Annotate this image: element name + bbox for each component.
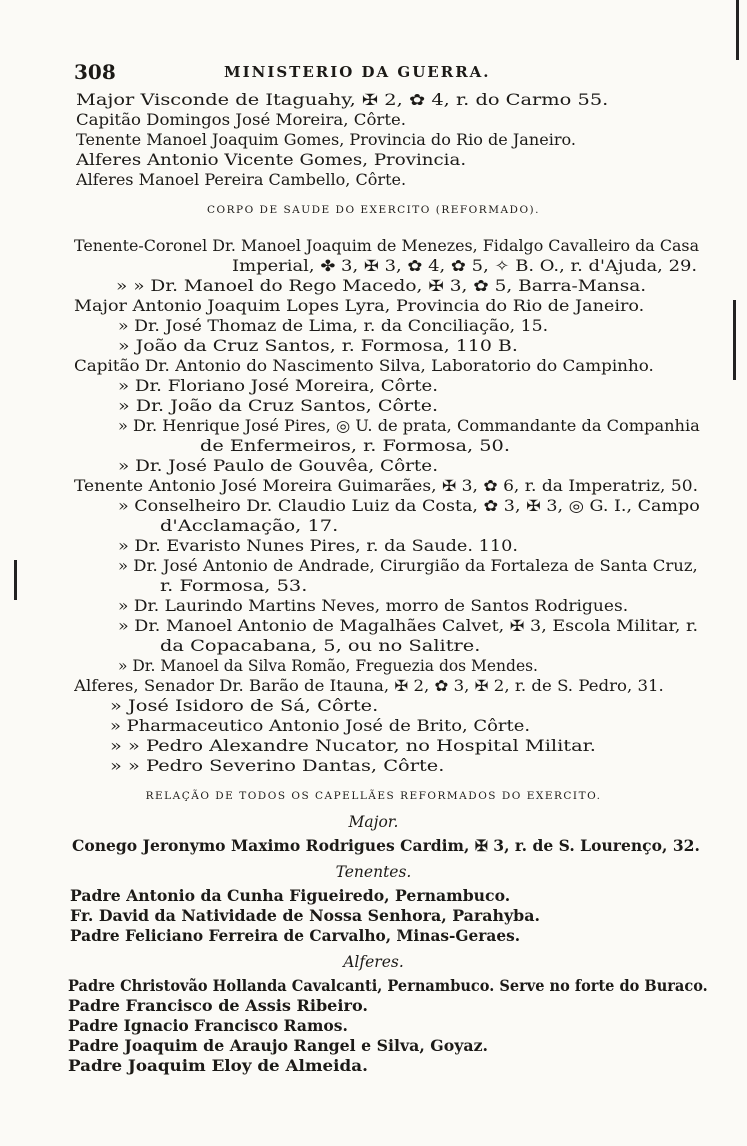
text-line: » Dr. Henrique José Pires, ◎ U. de prata, Commandante da Companhia — [118, 417, 700, 435]
subsection-heading: Major. — [348, 813, 399, 831]
margin-rule-right — [736, 0, 739, 60]
text-line: Imperial, ✤ 3, ✠ 3, ✿ 4, ✿ 5, ✧ B. O., r. d'Ajuda, 29. — [232, 257, 697, 275]
text-line: » Dr. Laurindo Martins Neves, morro de Santos Rodrigues. — [118, 597, 628, 615]
margin-rule-left — [14, 560, 17, 600]
text-line: » » Pedro Severino Dantas, Côrte. — [110, 757, 445, 775]
text-line: Alferes Antonio Vicente Gomes, Provincia. — [76, 151, 466, 169]
text-line: da Copacabana, 5, ou no Salitre. — [160, 637, 481, 655]
text-line: Fr. David da Natividade de Nossa Senhora, Parahyba. — [70, 906, 540, 925]
text-line: » João da Cruz Santos, r. Formosa, 110 B. — [118, 337, 518, 355]
subsection-heading: Tenentes. — [335, 863, 412, 881]
text-line: Major Visconde de Itaguahy, ✠ 2, ✿ 4, r. do Carmo 55. — [76, 91, 609, 109]
text-line: » Dr. José Antonio de Andrade, Cirurgião da Fortaleza de Santa Cruz, — [118, 557, 698, 575]
text-line: » Conselheiro Dr. Claudio Luiz da Costa, ✿ 3, ✠ 3, ◎ G. I., Campo — [118, 497, 700, 515]
text-line: » Dr. José Thomaz de Lima, r. da Conciliação, 15. — [118, 317, 548, 335]
text-line: Major Antonio Joaquim Lopes Lyra, Provincia do Rio de Janeiro. — [74, 297, 644, 315]
text-line: Padre Antonio da Cunha Figueiredo, Pernambuco. — [70, 886, 510, 905]
section-heading: RELAÇÃO DE TODOS OS CAPELLÃES REFORMADOS DO EXERCITO. — [145, 790, 602, 802]
text-line: » José Isidoro de Sá, Côrte. — [110, 697, 379, 715]
margin-rule-right-lower — [733, 300, 736, 380]
text-line: » Dr. Evaristo Nunes Pires, r. da Saude. 110. — [118, 537, 518, 555]
text-line: r. Formosa, 53. — [160, 577, 308, 595]
text-line: d'Acclamação, 17. — [160, 517, 339, 535]
text-line: Capitão Domingos José Moreira, Côrte. — [76, 111, 406, 129]
text-line: » Dr. Manoel da Silva Romão, Freguezia dos Mendes. — [118, 657, 538, 675]
running-head: MINISTERIO DA GUERRA. — [224, 63, 491, 81]
text-line: Padre Ignacio Francisco Ramos. — [68, 1016, 348, 1035]
page-header — [74, 60, 694, 84]
text-line: de Enfermeiros, r. Formosa, 50. — [200, 437, 510, 455]
text-line: » Dr. José Paulo de Gouvêa, Côrte. — [118, 457, 438, 475]
text-line: » Dr. Floriano José Moreira, Côrte. — [118, 377, 438, 395]
text-line: Padre Francisco de Assis Ribeiro. — [68, 996, 368, 1015]
text-line: Capitão Dr. Antonio do Nascimento Silva, Laboratorio do Campinho. — [74, 357, 654, 375]
text-line: » » Pedro Alexandre Nucator, no Hospital Militar. — [110, 737, 596, 755]
text-line: Padre Christovão Hollanda Cavalcanti, Pernambuco. Serve no forte do Buraco. — [68, 976, 708, 995]
text-line: Padre Joaquim de Araujo Rangel e Silva, Goyaz. — [68, 1036, 488, 1055]
text-line: Tenente Manoel Joaquim Gomes, Provincia do Rio de Janeiro. — [76, 131, 576, 149]
text-line: » Pharmaceutico Antonio José de Brito, Côrte. — [110, 717, 530, 735]
page-number: 308 — [74, 60, 116, 84]
subsection-heading: Alferes. — [343, 953, 404, 971]
text-line: Padre Feliciano Ferreira de Carvalho, Minas-Geraes. — [70, 926, 520, 945]
text-line: Alferes Manoel Pereira Cambello, Côrte. — [76, 171, 406, 189]
text-line: » » Dr. Manoel do Rego Macedo, ✠ 3, ✿ 5, Barra-Mansa. — [116, 277, 646, 295]
text-line: Tenente-Coronel Dr. Manoel Joaquim de Menezes, Fidalgo Cavalleiro da Casa — [74, 237, 699, 255]
text-line: Conego Jeronymo Maximo Rodrigues Cardim, ✠ 3, r. de S. Lourenço, 32. — [72, 836, 700, 855]
text-line: Padre Joaquim Eloy de Almeida. — [68, 1056, 368, 1075]
text-line: Tenente Antonio José Moreira Guimarães, ✠ 3, ✿ 6, r. da Imperatriz, 50. — [74, 477, 698, 495]
text-line: Alferes, Senador Dr. Barão de Itauna, ✠ 2, ✿ 3, ✠ 2, r. de S. Pedro, 31. — [74, 677, 664, 695]
text-line: » Dr. Manoel Antonio de Magalhães Calvet, ✠ 3, Escola Militar, r. — [118, 617, 698, 635]
text-line: » Dr. João da Cruz Santos, Côrte. — [118, 397, 438, 415]
section-heading: CORPO DE SAUDE DO EXERCITO (REFORMADO). — [207, 204, 540, 216]
